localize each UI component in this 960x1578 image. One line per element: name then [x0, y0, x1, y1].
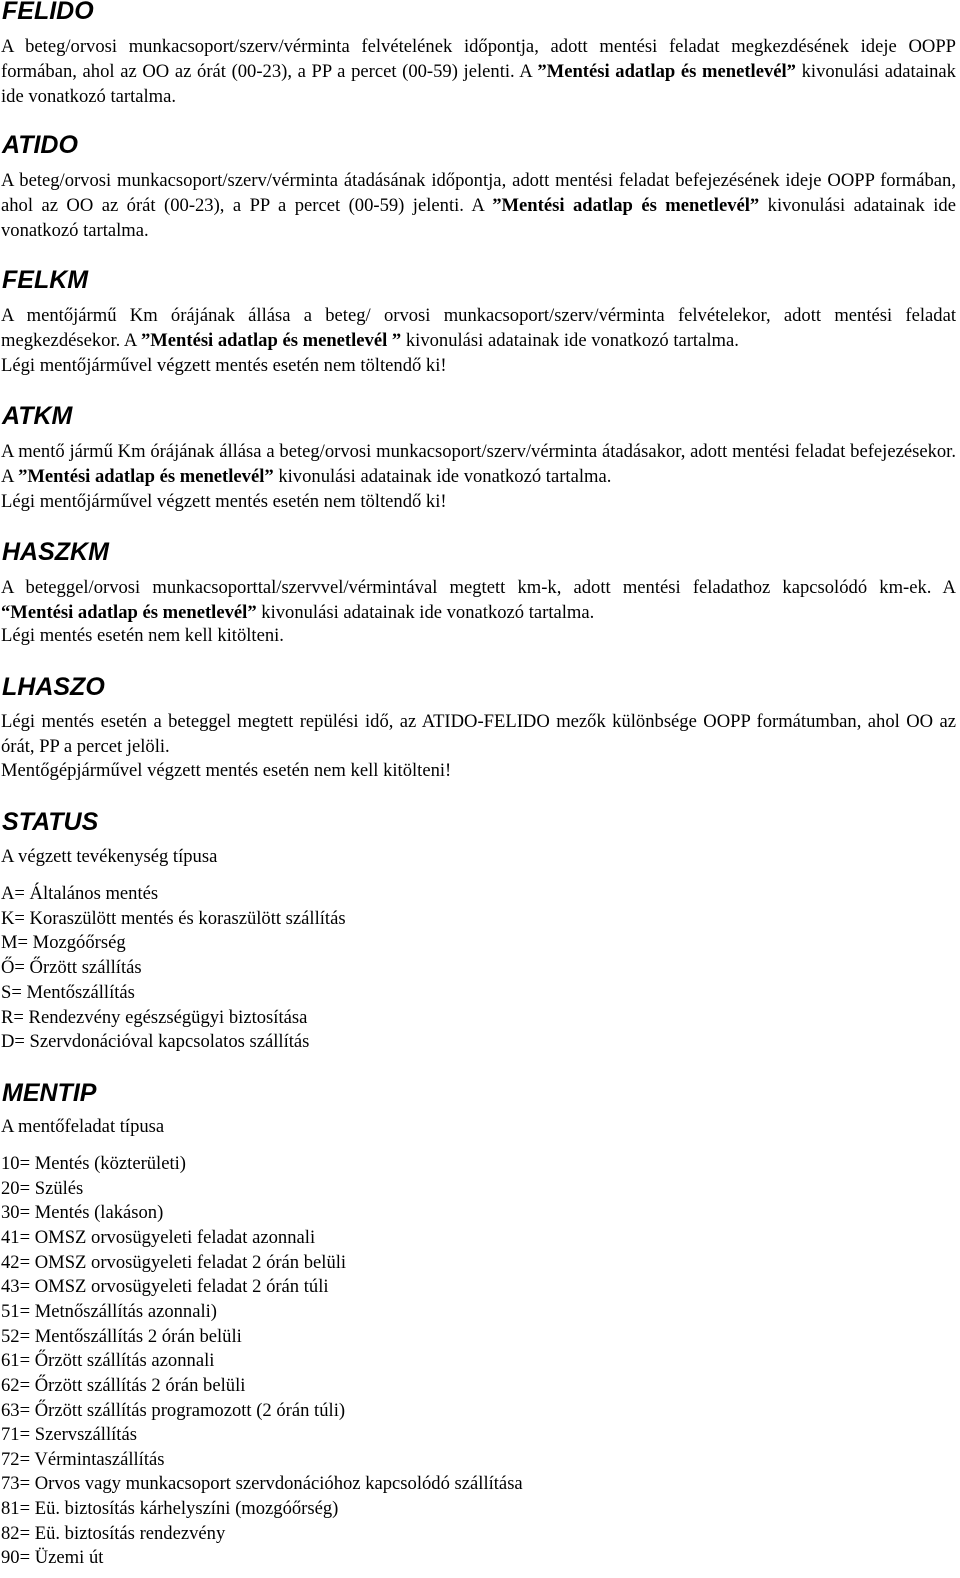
felkm-text-2: kivonulási adatainak ide vonatkozó tartalma. — [401, 330, 739, 351]
atido-heading: ATIDO — [2, 131, 78, 159]
list-item: 42= OMSZ orvosügyeleti feladat 2 órán belüli — [1, 1251, 347, 1273]
mentip-intro: A mentőfeladat típusa — [1, 1116, 165, 1137]
list-item: 63= Őrzött szállítás programozott (2 órán túli) — [1, 1399, 346, 1421]
felkm-bold-ref: ”Mentési adatlap és menetlevél ” — [140, 330, 402, 351]
mentip-heading: MENTIP — [2, 1079, 97, 1107]
atkm-paragraph — [1, 439, 956, 489]
list-item: 90= Üzemi út — [1, 1547, 104, 1569]
atido-text-2: kivonulási adatainak ide vonatkozó tartalma. — [1, 195, 956, 241]
haszkm-bold-ref: “Mentési adatlap és menetlevél” — [1, 602, 257, 623]
list-item: 62= Őrzött szállítás 2 órán belüli — [1, 1374, 246, 1396]
atkm-heading: ATKM — [2, 402, 73, 430]
felido-paragraph — [1, 34, 956, 109]
felkm-note: Légi mentőjárművel végzett mentés esetén nem töltendő ki! — [1, 355, 447, 376]
felido-heading: FELIDO — [2, 0, 94, 25]
list-item: 51= Metnőszállítás azonnali) — [1, 1300, 217, 1322]
list-item: 73= Orvos vagy munkacsoport szervdonációhoz kapcsolódó szállítása — [1, 1473, 523, 1495]
felkm-paragraph — [1, 303, 956, 353]
list-item: 43= OMSZ orvosügyeleti feladat 2 órán túli — [1, 1276, 329, 1298]
list-item: 82= Eü. biztosítás rendezvény — [1, 1522, 226, 1544]
atkm-note: Légi mentőjárművel végzett mentés esetén nem töltendő ki! — [1, 491, 447, 512]
list-item: D= Szervdonációval kapcsolatos szállítás — [1, 1031, 310, 1053]
list-item: Ő= Őrzött szállítás — [1, 957, 142, 979]
atkm-text-2: kivonulási adatainak ide vonatkozó tartalma. — [273, 466, 612, 487]
atido-text-1: A beteg/orvosi munkacsoport/szerv/vérminta átadásának időpontja, adott mentési feladat befejezésének ideje OOPP formában, ahol az OO az órát (00-23), a PP a percet (00-59) jelenti. A — [1, 170, 956, 216]
status-heading: STATUS — [2, 808, 99, 836]
list-item: A= Általános mentés — [1, 883, 159, 904]
list-item: 20= Szülés — [1, 1177, 84, 1199]
lhaszo-note: Mentőgépjárművel végzett mentés esetén nem kell kitölteni! — [1, 760, 452, 781]
list-item: 71= Szervszállítás — [1, 1424, 137, 1446]
list-item: S= Mentőszállítás — [1, 981, 135, 1003]
felido-bold-ref: ”Mentési adatlap és menetlevél” — [537, 61, 796, 82]
atido-bold-ref: ”Mentési adatlap és menetlevél” — [492, 195, 760, 216]
list-item: 81= Eü. biztosítás kárhelyszíni (mozgóőrség) — [1, 1498, 339, 1520]
haszkm-note: Légi mentés esetén nem kell kitölteni. — [1, 625, 284, 646]
list-item: 41= OMSZ orvosügyeleti feladat azonnali — [1, 1226, 316, 1248]
status-intro: A végzett tevékenység típusa — [1, 846, 218, 867]
felkm-heading: FELKM — [2, 266, 89, 294]
felido-text-1: A beteg/orvosi munkacsoport/szerv/vérminta felvételének időpontja, adott mentési feladat megkezdésének ideje OOPP formában, ahol az OO az órát (00-23), a PP a percet (00-59) jelenti. A — [1, 36, 956, 82]
haszkm-text-2: kivonulási adatainak ide vonatkozó tartalma. — [256, 602, 595, 623]
haszkm-paragraph — [1, 575, 956, 625]
list-item: 52= Mentőszállítás 2 órán belüli — [1, 1325, 242, 1347]
atkm-text-1: A mentő jármű Km órájának állása a beteg/orvosi munkacsoport/szerv/vérminta átadásakor, adott mentési feladat befejezésekor. A — [1, 441, 956, 487]
felkm-text-1: A mentőjármű Km órájának állása a beteg/ orvosi munkacsoport/szerv/vérminta felvételekor, adott mentési feladat megkezdésekor. A — [1, 305, 956, 351]
list-item: M= Mozgóőrség — [1, 932, 126, 954]
lhaszo-paragraph: Légi mentés esetén a beteggel megtett repülési idő, az ATIDO-FELIDO mezők különbsége OOPP formátumban, ahol OO az órát, PP a percet jelöli. — [1, 711, 956, 757]
list-item: 10= Mentés (közterületi) — [1, 1153, 187, 1174]
list-item: K= Koraszülött mentés és koraszülött szállítás — [1, 907, 346, 929]
atkm-bold-ref: ”Mentési adatlap és menetlevél” — [18, 466, 274, 487]
haszkm-text-1: A beteggel/orvosi munkacsoporttal/szervvel/vérmintával megtett km-k, adott mentési feladathoz kapcsolódó km-ek. A — [1, 577, 956, 598]
felido-text-2: kivonulási adatainak ide vonatkozó tartalma. — [1, 61, 956, 107]
haszkm-heading: HASZKM — [2, 538, 109, 566]
lhaszo-heading: LHASZO — [2, 673, 105, 701]
atido-paragraph — [1, 168, 956, 243]
list-item: 72= Vérmintaszállítás — [1, 1448, 165, 1470]
list-item: 30= Mentés (lakáson) — [1, 1202, 164, 1224]
list-item: R= Rendezvény egészségügyi biztosítása — [1, 1006, 308, 1028]
list-item: 61= Őrzött szállítás azonnali — [1, 1350, 215, 1372]
